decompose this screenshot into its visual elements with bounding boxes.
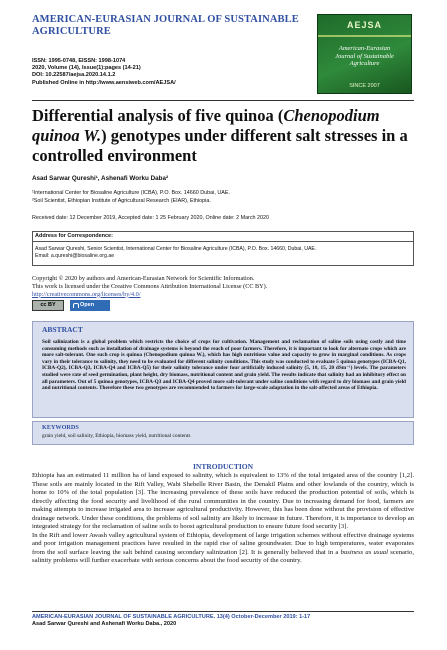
license-link[interactable]: http://creativecommons.org/licenses/by/4.0/ bbox=[32, 290, 141, 298]
introduction-body bbox=[32, 472, 414, 566]
issn: ISSN: 1995-0748, EISSN: 1998-1074 bbox=[32, 58, 126, 64]
logo-since: SINCE 2007 bbox=[349, 83, 380, 89]
copyright-notice: Copyright © 2020 by authors and American-Eurasian Network for Scientific Information. This work is licensed under the Creative Commons Attribution International License (CC BY). http://creativecommons.org/licenses/by/4.0/ bbox=[32, 275, 412, 298]
footer-authors: Asad Sarwar Qureshi and Ashenafi Worku Daba., 2020 bbox=[32, 621, 177, 628]
abstract-text: Soil salinization is a global problem which restricts the choice of crops for cultivation. Management and reclamation of saline soils using costly and time consuming methods such as installation of drainage systems is beyond the reach of poor farmers. Therefore, it is important to look for alternate crops which are more salt-tolerant. One such crop is quinoa (Chenopodium quinoa W.), which has high nutritious value and capacity to grow in marginal conditions. As crops vary in their tolerance to salinity, they need to be evaluated for different salinity conditions. This study was conducted to evaluate 5 quinoa genotypes (ICBA-Q1, ICBA-Q2), ICBA-Q3, ICBA-Q4 and ICBA-Q5) for their salinity tolerance under four artificially induced salinity (5, 10, 15, 20 dSm⁻¹) levels. The parameters studied were rate of seed germination, plant height, dry biomass, nutritional content and grain yield. The results indicate that salinity had an inhibitory effect on all parameters. Out of 5 quinoa genotypes, ICBA-Q3 and ICBA-Q4 proved more salt-tolerant under saline conditions with regard to dry biomass and grain yield and nutritional contents. Therefore these two genotypes are recommended to farmers for large-scale adaptation in the salt-affected areas of Ethiopia. bbox=[42, 339, 406, 392]
intro-paragraph-1: Ethiopia has an estimated 11 million ha of land exposed to salinity, which is equivalent to 13% of the total irrigated area of the country [1,2]. These soils are mainly located in the Rift Valley, Wabi Shebelle River Basin, the Denakil Plains and other lowlands of the country, which is home to 10% of the total population [3]. The increasing prevalence of these soils have reduced the production potential of soils, which is directly affecting the food security and livelihood of the rural communities in the country. Due to increasing demand for food, farmers are making attempts to increase irrigated area to increase agricultural productivity. However, this has been done without the provision of effective drainage network. Under these conditions, the problems of soil salinity are likely to increase in future. Therefore, it is importance to develop an integrated strategy for the reclamation of saline soils to boost agricultural production to ensure future food security [3]. bbox=[32, 472, 414, 531]
keywords-heading: KEYWORDS bbox=[42, 424, 79, 431]
journal-logo bbox=[317, 14, 412, 94]
open-access-badge[interactable]: Open Access bbox=[70, 300, 110, 311]
article-dates: Received date: 12 December 2019, Accepted date: 1 25 February 2020, Online date: 2 March 2020 bbox=[32, 215, 270, 221]
correspondence-email[interactable]: Email: a.qureshi@biosaline.org.ae bbox=[35, 253, 115, 259]
correspondence-divider bbox=[33, 241, 413, 242]
affiliations: ¹International Center for Biosaline Agriculture (ICBA), P.O. Box. 14660 Dubai, UAE. ²Soil Scientist, Ethiopian Institute of Agricultural Research (EIAR), Ethiopia. bbox=[32, 190, 230, 204]
doi: DOI: 10.22587/aejsa.2020.14.1.2 bbox=[32, 72, 116, 79]
header-rule bbox=[32, 100, 414, 101]
keywords-text: grain yield, soil salinity, Ethiopia, biomass yield, nutritional contents bbox=[42, 433, 191, 439]
open-lock-icon bbox=[73, 303, 79, 308]
volume-issue: 2020, Volume (14), Issue(1):pages (14-21) bbox=[32, 65, 141, 72]
footer-citation: AMERICAN-EURASIAN JOURNAL OF SUSTAINABLE AGRICULTURE. 13(4) October-December 2019: 1-17 bbox=[32, 614, 311, 620]
logo-journal-name: American-Eurasian Journal of Sustainable Agriculture bbox=[335, 45, 394, 67]
correspondence-body: Asad Sarwar Qureshi, Senior Scientist, International Center for Biosaline Agriculture (ICBA), P.O. Box. 14660, Dubai, UAE. Email: a.qureshi@biosaline.org.ae bbox=[35, 246, 317, 259]
cc-by-badge[interactable]: cc BY bbox=[32, 300, 64, 311]
journal-title: AMERICAN-EURASIAN JOURNAL OF SUSTAINABLE AGRICULTURE bbox=[32, 14, 299, 37]
intro-paragraph-2: In the Rift and lower Awash valley agricultural system of Ethiopia, development of large irrigation schemes without effective drainage systems and poor irrigation management practices have resulted in the rapid rise of saline groundwater. Due to high temperatures, water evaporates from the soil surface leaving the salt behind causing secondary salinization [2]. It is generally believed that in a business as usual scenario, salinity problems will further exacerbate with serious concerns about the food security of the country. bbox=[32, 531, 414, 565]
authors: Asad Sarwar Qureshi¹, Ashenafi Worku Daba² bbox=[32, 175, 169, 182]
correspondence-heading: Address for Correspondence: bbox=[35, 233, 113, 239]
correspondence-box bbox=[32, 231, 414, 266]
article-title: Differential analysis of five quinoa (Chenopodium quinoa W.) genotypes under different salt stresses in a controlled environment bbox=[32, 106, 408, 165]
logo-stripe bbox=[318, 35, 411, 37]
page-footer bbox=[32, 614, 414, 629]
keywords-box bbox=[32, 421, 414, 445]
abstract-heading: ABSTRACT bbox=[42, 325, 83, 334]
introduction-heading: INTRODUCTION bbox=[192, 462, 253, 471]
published-online: Published Online in http://www.aensiweb.com/AEJSA/ bbox=[32, 79, 176, 86]
abstract-box bbox=[32, 321, 414, 418]
footer-rule bbox=[32, 611, 414, 612]
logo-acronym: AEJSA bbox=[346, 20, 382, 30]
journal-meta bbox=[32, 58, 302, 87]
